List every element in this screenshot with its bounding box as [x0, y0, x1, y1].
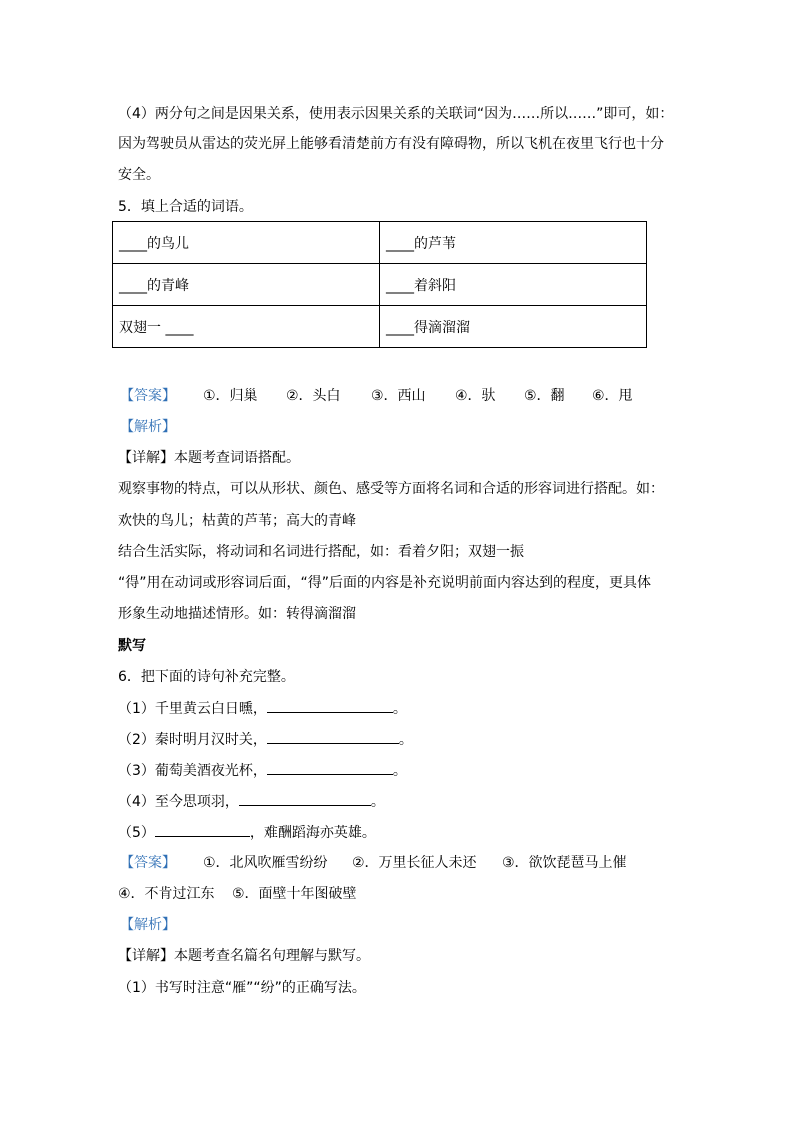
detail-line: 【详解】本题考查词语搭配。 [118, 450, 300, 466]
answer-item: ④．驮 [455, 388, 496, 404]
table-cell: ____的鸟儿 [113, 222, 380, 264]
table-cell: 双翅一 ____ [113, 306, 380, 348]
question-6-title: 6．把下面的诗句补充完整。 [118, 669, 295, 685]
q4-explanation-line: 安全。 [118, 167, 160, 183]
poem-item [118, 822, 376, 843]
detail-line: “得”用在动词或形容词后面，“得”后面的内容是补充说明前面内容达到的程度，更具体 [118, 575, 652, 591]
fill-words-table [112, 221, 647, 348]
detail-line: 观察事物的特点，可以从形状、颜色、感受等方面将名词和合适的形容词进行搭配。如： [118, 481, 664, 497]
table-cell: ____的芦苇 [380, 222, 647, 264]
poem-prefix: （4）至今思项羽， [118, 794, 239, 810]
section-title: 默写 [118, 638, 146, 654]
table-cell: ____得滴溜溜 [380, 306, 647, 348]
poem-item [118, 760, 407, 781]
table-row [113, 264, 647, 306]
poem-suffix: 。 [370, 794, 385, 810]
q4-explanation-line: 因为驾驶员从雷达的荧光屏上能够看清楚前方有没有障碍物，所以飞机在夜里飞行也十分 [118, 136, 664, 152]
analysis-label: 【解析】 [120, 419, 176, 435]
poem-suffix: 。 [392, 701, 407, 717]
answer-blank [239, 791, 371, 806]
answer-item: ⑤．翻 [524, 388, 565, 404]
poem-suffix: 。 [392, 763, 407, 779]
detail-line: 形象生动地描述情形。如：转得滴溜溜 [118, 606, 356, 622]
poem-prefix: （1）千里黄云白日曛， [118, 701, 267, 717]
answer-item: ①．北风吹雁雪纷纷 [203, 855, 328, 871]
table-cell: ____的青峰 [113, 264, 380, 306]
answer-item: ⑤．面壁十年图破壁 [232, 886, 357, 902]
answer-item: ②．头白 [286, 388, 341, 404]
poem-prefix: （3）葡萄美酒夜光杯， [118, 763, 267, 779]
answer-item: ②．万里长征人未还 [352, 855, 477, 871]
answer-item: ③．欲饮琵琶马上催 [502, 855, 627, 871]
answer-item: ⑥．甩 [592, 388, 633, 404]
detail-line: 欢快的鸟儿；枯黄的芦苇；高大的青峰 [118, 513, 356, 529]
poem-prefix: （2）秦时明月汉时关， [118, 732, 267, 748]
q6-answer-line [0, 884, 794, 904]
question-5-title: 5．填上合适的词语。 [118, 199, 253, 215]
q5-answer-line [0, 386, 794, 406]
poem-item [118, 698, 407, 719]
answer-label: 【答案】 [120, 388, 176, 404]
poem-prefix: （5） [118, 825, 155, 841]
analysis-label: 【解析】 [120, 917, 176, 933]
q6-answer-line [0, 853, 794, 873]
table-cell: ____着斜阳 [380, 264, 647, 306]
poem-suffix: ，难酬蹈海亦英雄。 [249, 825, 376, 841]
answer-item: ④．不肯过江东 [118, 886, 215, 902]
answer-item: ③．西山 [371, 388, 426, 404]
table-row [113, 306, 647, 348]
detail-line: 【详解】本题考查名篇名句理解与默写。 [118, 948, 370, 964]
detail-line: （1）书写时注意“雁”“纷”的正确写法。 [118, 980, 366, 996]
table-row [113, 222, 647, 264]
poem-item [118, 729, 413, 750]
answer-blank [267, 729, 399, 744]
q4-explanation-line: （4）两分句之间是因果关系，使用表示因果关系的关联词“因为……所以……”即可，如： [118, 106, 674, 122]
answer-item: ①．归巢 [203, 388, 258, 404]
poem-suffix: 。 [398, 732, 413, 748]
answer-label: 【答案】 [120, 855, 176, 871]
answer-blank [267, 698, 393, 713]
detail-line: 结合生活实际，将动词和名词进行搭配，如：看着夕阳；双翅一振 [118, 544, 524, 560]
poem-item [118, 791, 385, 812]
answer-blank [267, 760, 393, 775]
answer-blank [155, 822, 250, 837]
